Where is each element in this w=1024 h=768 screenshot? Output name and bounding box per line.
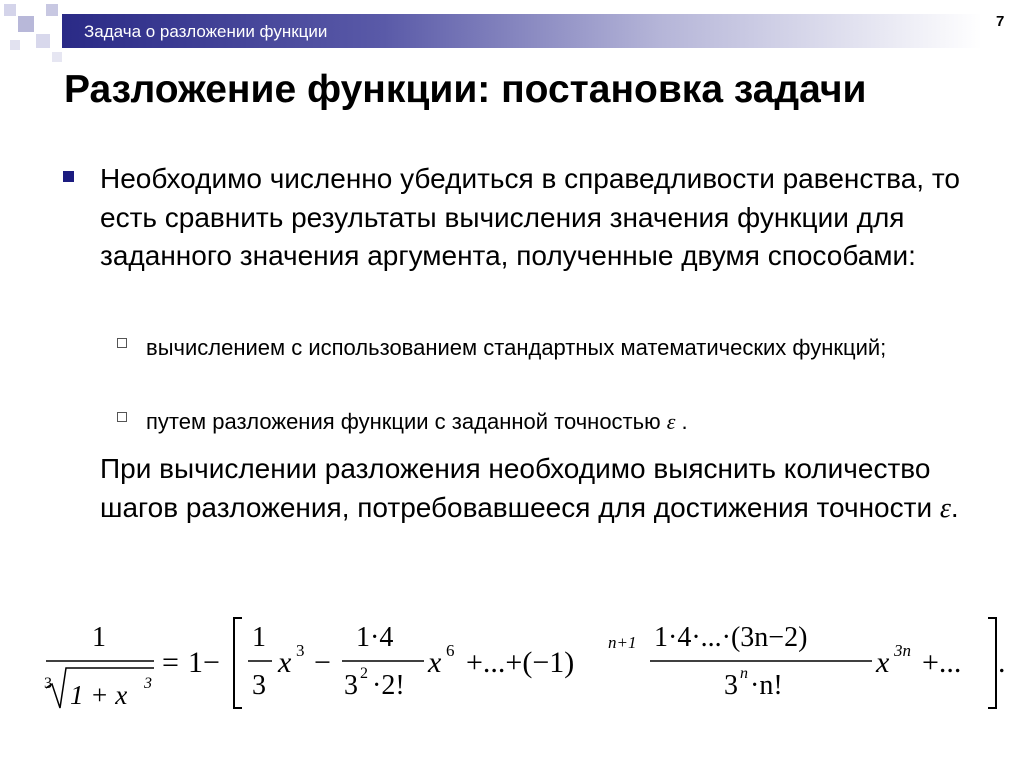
term2-denominator-tail: ·2! [372, 670, 405, 701]
term1-variable: x [278, 646, 292, 679]
formula-numerator-one: 1 [92, 622, 106, 653]
term3-denominator-tail: ·n! [750, 670, 783, 701]
radicand: 1 + x [70, 680, 128, 710]
term3-numerator: 1·4·...·(3n−2) [654, 622, 808, 653]
sub-item-1: вычислением с использованием стандартных математических функций; [146, 335, 887, 360]
sub-item-2-tail: . [675, 409, 688, 434]
term2-variable: x [428, 646, 442, 679]
corner-square-5 [10, 40, 20, 50]
hollow-square-bullet-icon [117, 412, 127, 422]
corner-square-3 [46, 4, 58, 16]
one-minus: 1− [188, 646, 220, 679]
bullet-square-icon [63, 171, 74, 182]
term1-denominator: 3 [252, 670, 266, 701]
epsilon-symbol: ε [939, 492, 951, 524]
page-number: 7 [996, 13, 1005, 30]
right-bracket [988, 618, 996, 708]
left-bracket [234, 618, 242, 708]
minus-sign: − [314, 646, 331, 679]
sub-item-2 [146, 406, 906, 437]
trailing-terms: +... [922, 646, 962, 679]
sub-item-2-text: путем разложения функции с заданной точностью [146, 409, 661, 434]
equals-sign: = [162, 646, 179, 679]
term3-exponent: 3n [894, 641, 911, 660]
term1-exponent: 3 [296, 641, 305, 660]
plus-dots-sign-factor: +...+(−1) [466, 646, 575, 679]
corner-square-2 [18, 16, 34, 32]
sign-exponent: n+1 [608, 633, 637, 652]
series-formula [30, 608, 1010, 728]
final-period: . [998, 646, 1006, 679]
term3-denominator-base: 3 [724, 670, 738, 701]
paragraph-tail: . [950, 491, 959, 523]
slide-title: Разложение функции: постановка задачи [64, 68, 867, 111]
hollow-square-bullet-icon [117, 338, 127, 348]
paragraph [100, 450, 980, 528]
term3-variable: x [876, 646, 890, 679]
term2-exponent: 6 [446, 641, 455, 660]
section-title: Задача о разложении функции [84, 22, 328, 41]
corner-square-1 [4, 4, 16, 16]
epsilon-symbol: ε [666, 409, 676, 434]
radical-index: 3 [44, 675, 52, 692]
radicand-exponent: 3 [144, 675, 152, 692]
term2-numerator: 1·4 [356, 622, 394, 653]
corner-square-4 [36, 34, 50, 48]
term2-denominator-exponent: 2 [360, 665, 368, 682]
corner-square-6 [52, 52, 62, 62]
formula-svg [30, 608, 1010, 723]
paragraph-text: При вычислении разложения необходимо выяснить количество шагов разложения, потребовавшееся для достижения точности [100, 453, 933, 523]
term2-denominator-base: 3 [344, 670, 358, 701]
term3-denominator-exponent: n [740, 665, 748, 682]
term1-numerator: 1 [252, 622, 266, 653]
bullet-text: Необходимо численно убедиться в справедливости равенства, то есть сравнить результаты вычисления значения функции для заданного значения аргумента, полученные двумя способами: [100, 163, 960, 271]
